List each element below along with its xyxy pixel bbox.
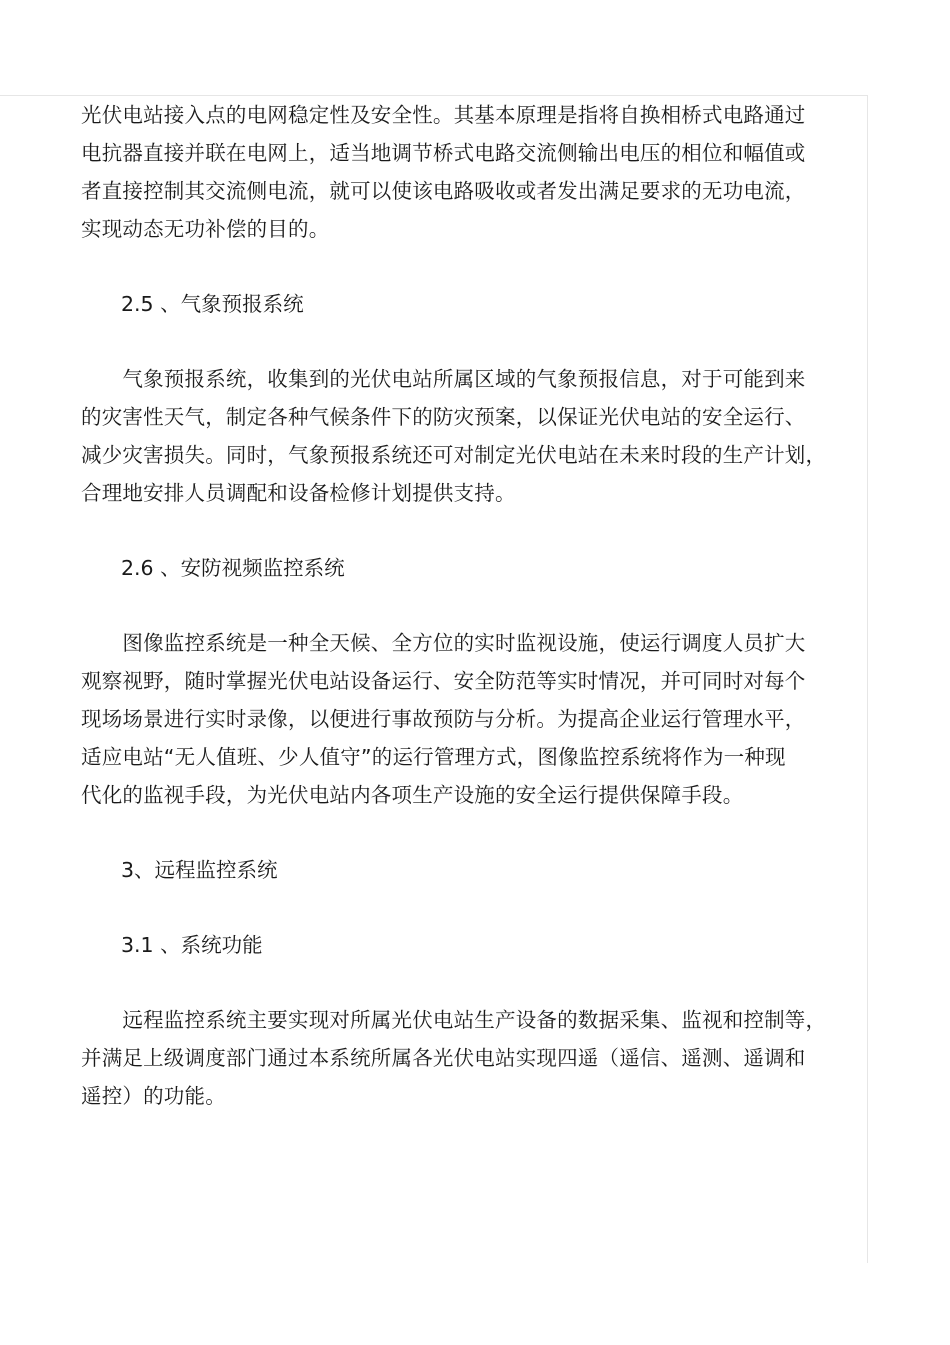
section-heading-2-5: 2.5 、气象预报系统	[121, 292, 304, 316]
text-line: 合理地安排人员调配和设备检修计划提供支持。	[81, 481, 516, 505]
spacer	[81, 964, 841, 1001]
paragraph-remote-monitoring	[81, 1001, 841, 1115]
spacer	[81, 587, 841, 624]
text-line: 实现动态无功补偿的目的。	[81, 217, 330, 241]
section-heading-2-6: 2.6 、安防视频监控系统	[121, 556, 345, 580]
text-line: 光伏电站接入点的电网稳定性及安全性。其基本原理是指将自换相桥式电路通过	[81, 103, 806, 127]
text-line: 的灾害性天气，制定各种气候条件下的防灾预案，以保证光伏电站的安全运行、	[81, 405, 806, 429]
spacer	[81, 814, 841, 851]
text-line: 代化的监视手段，为光伏电站内各项生产设施的安全运行提供保障手段。	[81, 783, 744, 807]
text-line: 者直接控制其交流侧电流，就可以使该电路吸收或者发出满足要求的无功电流，	[81, 179, 806, 203]
text-line: 观察视野，随时掌握光伏电站设备运行、安全防范等实时情况，并可同时对每个	[81, 669, 806, 693]
text-line: 远程监控系统主要实现对所属光伏电站生产设备的数据采集、监视和控制等，	[81, 1008, 827, 1032]
section-heading-3: 3、远程监控系统	[121, 858, 278, 882]
spacer	[81, 512, 841, 549]
text-line: 遥控）的功能。	[81, 1084, 226, 1108]
page-right-border	[867, 95, 868, 1263]
text-line: 并满足上级调度部门通过本系统所属各光伏电站实现四遥（遥信、遥测、遥调和	[81, 1046, 806, 1070]
spacer	[81, 323, 841, 360]
document-body	[81, 96, 841, 1115]
text-line: 减少灾害损失。同时，气象预报系统还可对制定光伏电站在未来时段的生产计划，	[81, 443, 827, 467]
text-line: 气象预报系统，收集到的光伏电站所属区域的气象预报信息，对于可能到来	[81, 367, 806, 391]
paragraph-dynamic-reactive-compensation	[81, 96, 841, 248]
text-line: 现场场景进行实时录像，以便进行事故预防与分析。为提高企业运行管理水平，	[81, 707, 806, 731]
paragraph-video-surveillance	[81, 624, 841, 814]
text-line: 图像监控系统是一种全天候、全方位的实时监视设施，使运行调度人员扩大	[81, 631, 806, 655]
spacer	[81, 889, 841, 926]
text-line: 适应电站“无人值班、少人值守”的运行管理方式，图像监控系统将作为一种现	[81, 745, 786, 769]
section-heading-3-1: 3.1 、系统功能	[121, 933, 263, 957]
text-line: 电抗器直接并联在电网上，适当地调节桥式电路交流侧输出电压的相位和幅值或	[81, 141, 806, 165]
spacer	[81, 248, 841, 285]
paragraph-weather-forecast	[81, 360, 841, 512]
